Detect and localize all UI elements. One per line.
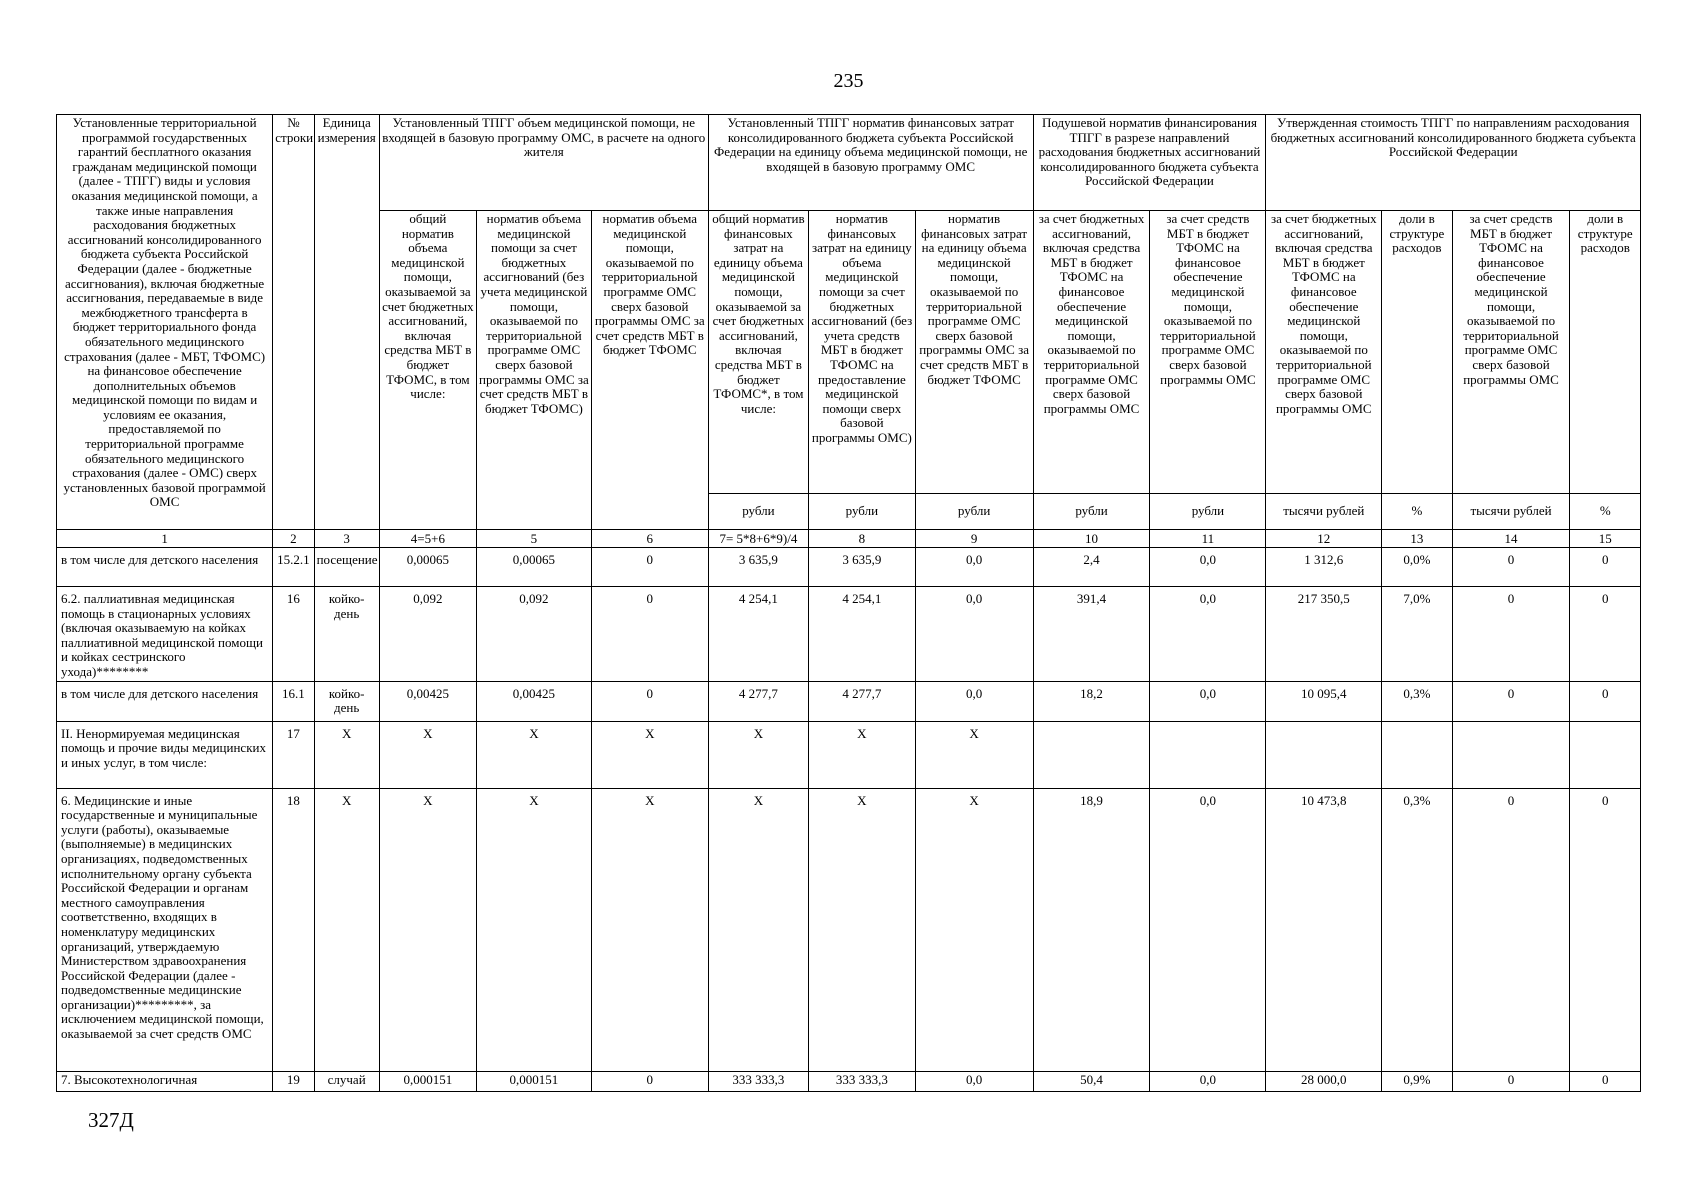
unit-cell: % xyxy=(1382,494,1452,530)
row-label: 6.2. паллиативная медицинская помощь в стационарных условиях (включая оказываемую на койках паллиативной медицинской помощи и койках сестринского ухода)******** xyxy=(57,587,273,682)
header-c13: доли в структуре расходов xyxy=(1382,211,1452,494)
table-cell: 4 277,7 xyxy=(809,681,916,721)
table-cell: 0 xyxy=(1452,587,1570,682)
unit-cell: тысячи рублей xyxy=(1266,494,1382,530)
table-cell: 0 xyxy=(1570,681,1641,721)
table-cell: X xyxy=(809,721,916,788)
col-number: 14 xyxy=(1452,530,1570,548)
table-cell: 10 095,4 xyxy=(1266,681,1382,721)
header-c15: доли в структуре расходов xyxy=(1570,211,1641,494)
table-cell: 18,9 xyxy=(1033,788,1150,1071)
table-cell: X xyxy=(708,788,808,1071)
unit-cell: рубли xyxy=(809,494,916,530)
table-cell: 0,000151 xyxy=(476,1071,591,1091)
table-row xyxy=(57,681,1641,721)
table-cell: 4 254,1 xyxy=(809,587,916,682)
table-cell: койко-день xyxy=(314,681,379,721)
header-c12: за счет бюджетных ассигнований, включая средства МБТ в бюджет ТФОМС на финансовое обеспечение медицинской помощи, оказываемой по территориальной программе ОМС сверх базовой программы ОМС xyxy=(1266,211,1382,494)
table-cell: 0,00425 xyxy=(476,681,591,721)
header-c11: за счет средств МБТ в бюджет ТФОМС на финансовое обеспечение медицинской помощи, оказываемой по территориальной программе ОМС сверх базовой программы ОМС xyxy=(1150,211,1266,494)
table-cell: 0 xyxy=(1570,788,1641,1071)
row-label: II. Ненормируемая медицинская помощь и прочие виды медицинских и иных услуг, в том числе: xyxy=(57,721,273,788)
table-cell: 28 000,0 xyxy=(1266,1071,1382,1091)
table-cell: X xyxy=(591,721,708,788)
table-cell: 15.2.1 xyxy=(273,548,314,587)
unit-cell: рубли xyxy=(708,494,808,530)
header-c14: за счет средств МБТ в бюджет ТФОМС на финансовое обеспечение медицинской помощи, оказываемой по территориальной программе ОМС сверх базовой программы ОМС xyxy=(1452,211,1570,494)
header-col1: Установленные территориальной программой государственных гарантий бесплатного оказания гражданам медицинской помощи (далее - ТПГГ) виды и условия оказания медицинской помощи, а также иные направления расходования бюджетных ассигнований консолидированного бюджета субъекта Российской Федерации (далее - бюджетные ассигнования), включая бюджетные ассигнования, передаваемые в виде межбюджетного трансферта в бюджет территориального фонда обязательного медицинского страхования (далее - МБТ, ТФОМС) на финансовое обеспечение дополнительных объемов медицинской помощи по видам и условиям ее оказания, предоставляемой по территориальной программе обязательного медицинского страхования (далее - ОМС) сверх установленных базовой программой ОМС xyxy=(57,115,273,530)
header-group-norm: Установленный ТПГГ норматив финансовых затрат консолидированного бюджета субъекта Российской Федерации на единицу объема медицинской помощи, не входящей в базовую программу ОМС xyxy=(708,115,1033,211)
table-cell xyxy=(1570,721,1641,788)
row-label: в том числе для детского населения xyxy=(57,681,273,721)
table-cell: 0 xyxy=(591,587,708,682)
table-cell: 2,4 xyxy=(1033,548,1150,587)
table-cell: 4 254,1 xyxy=(708,587,808,682)
table-cell: X xyxy=(379,721,476,788)
table-cell: 10 473,8 xyxy=(1266,788,1382,1071)
header-group-cost: Утвержденная стоимость ТПГГ по направлениям расходования бюджетных ассигнований консолидированного бюджета субъекта Российской Федерации xyxy=(1266,115,1641,211)
table-cell: X xyxy=(314,788,379,1071)
table-cell: 17 xyxy=(273,721,314,788)
col-number: 11 xyxy=(1150,530,1266,548)
table-cell xyxy=(1452,721,1570,788)
header-c10: за счет бюджетных ассигнований, включая средства МБТ в бюджет ТФОМС на финансовое обеспечение медицинской помощи, оказываемой по территориальной программе ОМС сверх базовой программы ОМС xyxy=(1033,211,1150,494)
table-cell: 0 xyxy=(1452,788,1570,1071)
table-cell: 0 xyxy=(1570,1071,1641,1091)
table-cell xyxy=(1150,721,1266,788)
table-cell: случай xyxy=(314,1071,379,1091)
table-cell: 0,0 xyxy=(915,1071,1033,1091)
table-cell: 0 xyxy=(1452,1071,1570,1091)
table-cell: 0,00065 xyxy=(476,548,591,587)
table-cell: X xyxy=(915,788,1033,1071)
table-cell: 0 xyxy=(591,548,708,587)
table-cell xyxy=(1033,721,1150,788)
table-cell: 0,0 xyxy=(1150,788,1266,1071)
table-cell: X xyxy=(476,788,591,1071)
table-cell: 4 277,7 xyxy=(708,681,808,721)
col-number: 1 xyxy=(57,530,273,548)
unit-cell: рубли xyxy=(915,494,1033,530)
table-cell: 0,0 xyxy=(1150,548,1266,587)
header-c5: норматив объема медицинской помощи за счет бюджетных ассигнований (без учета медицинской помощи, оказываемой по территориальной программе ОМС сверх базовой программы ОМС за счет средств МБТ в бюджет ТФОМС) xyxy=(476,211,591,530)
col-number: 2 xyxy=(273,530,314,548)
table-cell: 333 333,3 xyxy=(708,1071,808,1091)
header-c9: норматив финансовых затрат на единицу объема медицинской помощи, оказываемой по территориальной программе ОМС сверх базовой программы ОМС за счет средств МБТ в бюджет ТФОМС xyxy=(915,211,1033,494)
table-cell: 333 333,3 xyxy=(809,1071,916,1091)
header-c8: норматив финансовых затрат на единицу объема медицинской помощи за счет бюджетных ассигнований (без учета средств МБТ в бюджет ТФОМС на предоставление медицинской помощи сверх базовой программы ОМС) xyxy=(809,211,916,494)
table-cell: 0,0 xyxy=(1150,681,1266,721)
table-cell: 19 xyxy=(273,1071,314,1091)
header-c6: норматив объема медицинской помощи, оказываемой по территориальной программе ОМС сверх базовой программы ОМС за счет средств МБТ в бюджет ТФОМС xyxy=(591,211,708,530)
table-cell: X xyxy=(915,721,1033,788)
header-col2: № строки xyxy=(273,115,314,530)
table-row xyxy=(57,587,1641,682)
table-cell: 0,3% xyxy=(1382,788,1452,1071)
header-group-volume: Установленный ТПГГ объем медицинской помощи, не входящей в базовую программу ОМС, в расчете на одного жителя xyxy=(379,115,708,211)
header-c7: общий норматив финансовых затрат на единицу объема медицинской помощи, оказываемой за счет бюджетных ассигнований, включая средства МБТ в бюджет ТФОМС*, в том числе: xyxy=(708,211,808,494)
table-cell: 0 xyxy=(1452,681,1570,721)
column-number-row xyxy=(57,530,1641,548)
table-cell: 18 xyxy=(273,788,314,1071)
table-cell: 0,00065 xyxy=(379,548,476,587)
table-cell: X xyxy=(809,788,916,1071)
header-c4: общий норматив объема медицинской помощи, оказываемой за счет бюджетных ассигнований, включая средства МБТ в бюджет ТФОМС, в том числе: xyxy=(379,211,476,530)
col-number: 8 xyxy=(809,530,916,548)
table-cell: X xyxy=(708,721,808,788)
table-cell: X xyxy=(476,721,591,788)
row-label: в том числе для детского населения xyxy=(57,548,273,587)
table-cell: 0,0 xyxy=(915,587,1033,682)
col-number: 12 xyxy=(1266,530,1382,548)
table-cell: X xyxy=(379,788,476,1071)
table-cell: 0 xyxy=(591,681,708,721)
header-col3: Единица измерения xyxy=(314,115,379,530)
col-number: 15 xyxy=(1570,530,1641,548)
col-number: 4=5+6 xyxy=(379,530,476,548)
unit-cell: % xyxy=(1570,494,1641,530)
header-row-groups xyxy=(57,115,1641,211)
unit-cell: рубли xyxy=(1033,494,1150,530)
table-cell: посещение xyxy=(314,548,379,587)
table-cell: 391,4 xyxy=(1033,587,1150,682)
table-cell: койко-день xyxy=(314,587,379,682)
table-cell: 0,092 xyxy=(476,587,591,682)
table-cell: 0,0% xyxy=(1382,548,1452,587)
col-number: 13 xyxy=(1382,530,1452,548)
table-cell: 16 xyxy=(273,587,314,682)
table-cell: 3 635,9 xyxy=(708,548,808,587)
table-cell: 0,00425 xyxy=(379,681,476,721)
table-row xyxy=(57,721,1641,788)
col-number: 6 xyxy=(591,530,708,548)
budget-norms-table xyxy=(56,114,1641,1092)
table-cell xyxy=(1266,721,1382,788)
table-cell: 7,0% xyxy=(1382,587,1452,682)
table-cell: 217 350,5 xyxy=(1266,587,1382,682)
col-number: 5 xyxy=(476,530,591,548)
table-row xyxy=(57,548,1641,587)
header-group-percapita: Подушевой норматив финансирования ТПГГ в разрезе направлений расходования бюджетных ассигнований консолидированного бюджета субъекта Российской Федерации xyxy=(1033,115,1266,211)
table-cell: X xyxy=(314,721,379,788)
col-number: 10 xyxy=(1033,530,1150,548)
col-number: 9 xyxy=(915,530,1033,548)
table-cell: 0 xyxy=(591,1071,708,1091)
unit-cell: тысячи рублей xyxy=(1452,494,1570,530)
unit-cell: рубли xyxy=(1150,494,1266,530)
table-cell: 0 xyxy=(1570,548,1641,587)
table-row xyxy=(57,788,1641,1071)
page-number: 235 xyxy=(833,70,864,92)
table-cell: 0 xyxy=(1452,548,1570,587)
table-cell: 0,3% xyxy=(1382,681,1452,721)
table-cell: 0,0 xyxy=(1150,1071,1266,1091)
table-cell: 0,0 xyxy=(915,681,1033,721)
table-cell: X xyxy=(591,788,708,1071)
row-label: 6. Медицинские и иные государственные и муниципальные услуги (работы), оказываемые (выполняемые) в медицинских организациях, подведомственных исполнительному органу субъекта Российской Федерации и органам местного самоуправления соответственно, входящих в номенклатуру медицинских организаций, утверждаемую Министерством здравоохранения Российской Федерации (далее - подведомственные медицинские организации)*********, за исключением медицинской помощи, оказываемой за счет средств ОМС xyxy=(57,788,273,1071)
document-code: 327Д xyxy=(88,1108,134,1132)
row-label: 7. Высокотехнологичная xyxy=(57,1071,273,1091)
table-cell xyxy=(1382,721,1452,788)
table-cell: 0,9% xyxy=(1382,1071,1452,1091)
table-cell: 0,0 xyxy=(1150,587,1266,682)
table-cell: 0,092 xyxy=(379,587,476,682)
table-cell: 3 635,9 xyxy=(809,548,916,587)
col-number: 3 xyxy=(314,530,379,548)
table-cell: 0,000151 xyxy=(379,1071,476,1091)
col-number: 7= 5*8+6*9)/4 xyxy=(708,530,808,548)
table-cell: 0,0 xyxy=(915,548,1033,587)
table-cell: 18,2 xyxy=(1033,681,1150,721)
table-row xyxy=(57,1071,1641,1091)
table-cell: 50,4 xyxy=(1033,1071,1150,1091)
table-cell: 0 xyxy=(1570,587,1641,682)
table-cell: 1 312,6 xyxy=(1266,548,1382,587)
table-cell: 16.1 xyxy=(273,681,314,721)
